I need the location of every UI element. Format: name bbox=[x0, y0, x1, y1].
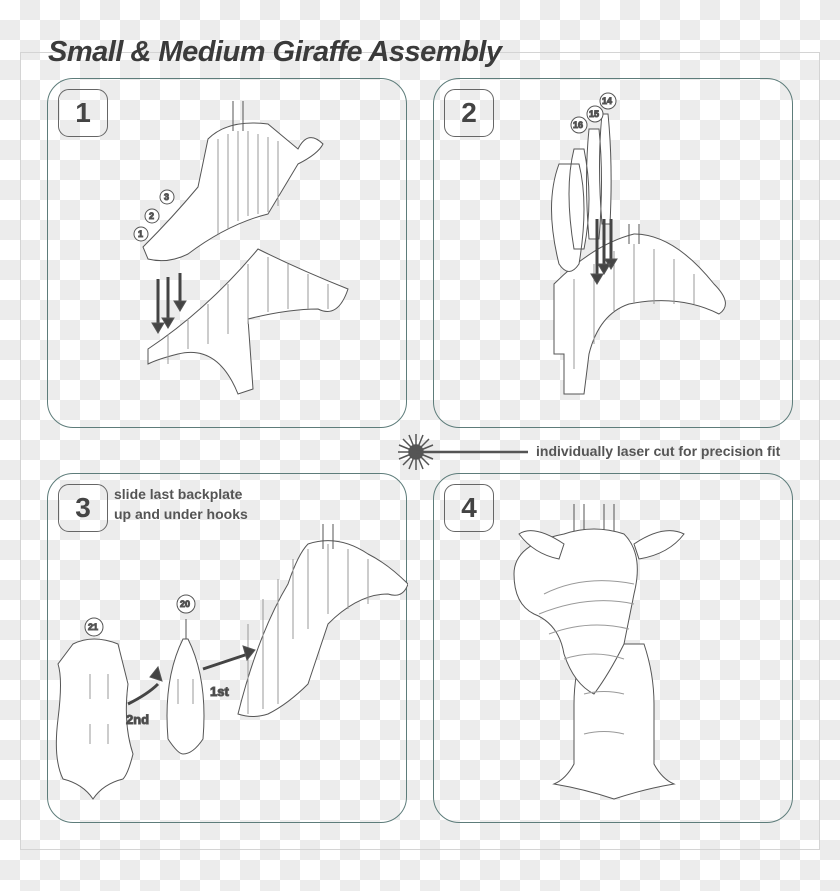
backplate-assembly-illustration bbox=[48, 474, 408, 824]
step-number: 2 bbox=[444, 89, 494, 137]
callout-15: 15 bbox=[589, 109, 600, 119]
instruction-line-2: up and under hooks bbox=[114, 506, 248, 522]
instruction-line-1: slide last backplate bbox=[114, 486, 243, 502]
callout-14: 14 bbox=[602, 96, 613, 106]
giraffe-face-pieces-illustration bbox=[434, 79, 794, 429]
laser-burst-icon bbox=[396, 432, 536, 472]
step-2-panel bbox=[433, 78, 793, 428]
assembled-giraffe-head-illustration bbox=[434, 474, 794, 824]
step-3-panel bbox=[47, 473, 407, 823]
step-number: 1 bbox=[58, 89, 108, 137]
giraffe-neck-pieces-illustration bbox=[48, 79, 408, 429]
step-number: 4 bbox=[444, 484, 494, 532]
step-1-panel bbox=[47, 78, 407, 428]
laser-note-text: individually laser cut for precision fit bbox=[536, 443, 781, 459]
page-title: Small & Medium Giraffe Assembly bbox=[48, 36, 502, 68]
callout-2: 2 bbox=[149, 211, 155, 221]
callout-1: 1 bbox=[138, 229, 144, 239]
laser-cut-note bbox=[396, 432, 826, 472]
callout-3: 3 bbox=[164, 192, 170, 202]
callout-16: 16 bbox=[573, 120, 584, 130]
step-number: 3 bbox=[58, 484, 108, 532]
callout-21: 21 bbox=[88, 622, 99, 632]
order-label-1st: 1st bbox=[210, 684, 229, 699]
order-label-2nd: 2nd bbox=[126, 712, 150, 727]
callout-20: 20 bbox=[180, 599, 191, 609]
step-4-panel bbox=[433, 473, 793, 823]
